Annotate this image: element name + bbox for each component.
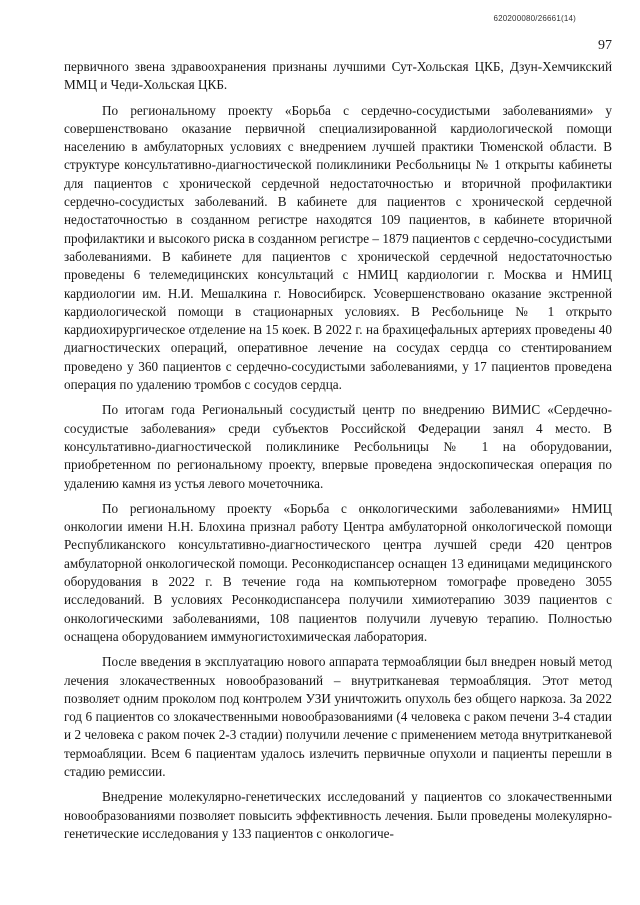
paragraph: После введения в эксплуатацию нового аппарата термоабляции был внедрен новый метод лечения злокачественных новообразований – внутритканевая термоабляция. Этот метод позволяет одним проколом под контролем УЗИ уничтожить опухоль без общего наркоза. За 2022 год 6 пациентов со злокачественными новообразованиями (4 человека с раком печени 3-4 стадии и 2 человека с раком почек 2-3 стадии) получили лечение с применением метода внутритканевой термоабляции. Всем 6 пациентам удалось излечить первичные опухоли и пациенты перешли в стадию ремиссии. [64,654,612,779]
page-number: 97 [598,38,612,53]
paragraph: По региональному проекту «Борьба с онкологическими заболеваниями» НМИЦ онкологии имени Н.Н. Блохина признал работу Центра амбулаторной онкологической помощи Республиканского консультативно-диагностического центра лучшей среди 420 центров амбулаторной онкологической помощи. Ресонкодиспансер оснащен 13 единицами медицинского оборудования в 2022 г. В течение года на компьютерном томографе проведено 3055 исследований. В условиях Ресонкодиспансера получили химиотерапию 3039 пациентов с онкологическими заболеваниями, 108 пациентов получили лучевую терапию. Полностью оснащена оборудованием иммуногистохимическая лаборатория. [64,500,612,644]
paragraph: По региональному проекту «Борьба с сердечно-сосудистыми заболеваниями» у совершенствовано оказание первичной специализированной кардиологической помощи населению в амбулаторных условиях с внедрением лучшей практики Тюменской области. В структуре консультативно-диагностической поликлиники Ресбольницы № 1 открыты кабинеты для пациентов с хронической сердечной недостаточностью и вторичной профилактики сердечно-сосудистых заболеваний. В кабинете для пациентов с хронической сердечной недостаточностью в созданном регистре находятся 109 пациентов, в кабинете вторичной профилактики и высокого риска в созданном регистре – 1879 пациентов с сердечно-сосудистыми заболеваниями. В кабинете для пациентов с хронической сердечной недостаточностью проведены 6 телемедицинских консультаций с НМИЦ кардиологии г. Москва и НМИЦ кардиологии им. Н.И. Мешалкина г. Новосибирск. Усовершенствовано оказание экстренной кардиологической помощи в стационарных условиях. В Ресбольнице № 1 открыто кардиохирургическое отделение на 15 коек. В 2022 г. на брахицефальных артериях проведены 40 диагностических операций, оперативное лечение на сосудах сердца со стентированием проведено у 360 пациентов с сердечно-сосудистыми заболеваниями, у 17 пациентов проведена операция по удалению тромбов с сосудов сердца. [64,102,612,393]
document-id: 620200080/26661(14) [493,14,576,23]
page-body [64,58,612,843]
paragraph: По итогам года Региональный сосудистый центр по внедрению ВИМИС «Сердечно-сосудистые заболевания» среди субъектов Российской Федерации занял 4 место. В консультативно-диагностической поликлинике Ресбольницы № 1 на оборудовании, приобретенном по региональному проекту, впервые проведена эндоскопическая операция по удалению камня из устья левого мочеточника. [64,402,612,491]
paragraph: Внедрение молекулярно-генетических исследований у пациентов со злокачественными новообразованиями позволяет повысить эффективность лечения. Были проведены молекулярно-генетические исследования у 133 пациентов с онкологиче- [64,789,612,841]
paragraph: первичного звена здравоохранения признаны лучшими Сут-Хольская ЦКБ, Дзун-Хемчикский ММЦ и Чеди-Хольская ЦКБ. [64,59,612,93]
